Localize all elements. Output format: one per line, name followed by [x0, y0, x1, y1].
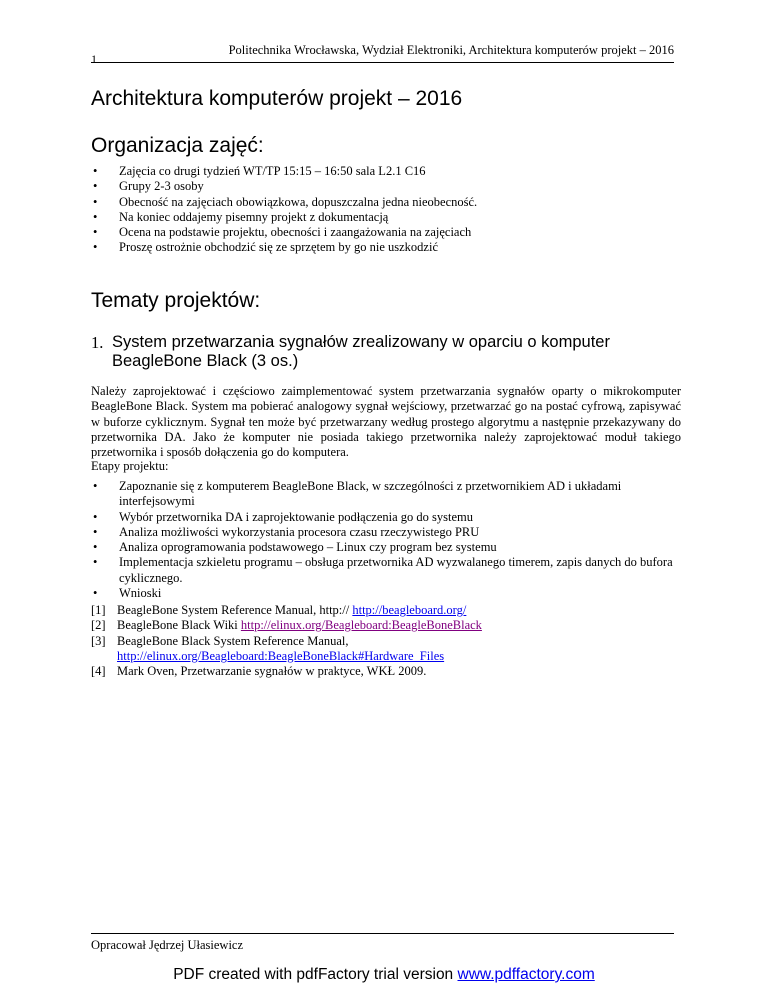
list-item: • Proszę ostrożnie obchodzić się ze sprzętem by go nie uszkodzić	[93, 240, 438, 255]
list-item: • Na koniec oddajemy pisemny projekt z dokumentacją	[93, 209, 389, 224]
etapy-list	[91, 479, 681, 601]
bullet-icon: •	[93, 164, 98, 178]
reference-text: Mark Oven, Przetwarzanie sygnałów w praktyce, WKŁ 2009.	[117, 664, 427, 679]
bullet-icon: •	[93, 479, 98, 493]
bullet-icon: •	[93, 225, 98, 240]
reference-number: [1]	[91, 603, 106, 617]
reference-item	[91, 664, 681, 679]
reference-text: BeagleBone Black Wiki	[117, 618, 241, 633]
page-footer: Opracował Jędrzej Ułasiewicz	[91, 938, 244, 952]
pdf-banner-text: PDF created with pdfFactory trial version	[173, 966, 458, 983]
bullet-icon: •	[93, 509, 98, 524]
bullet-icon: •	[93, 586, 98, 601]
reference-number: [4]	[91, 664, 106, 679]
project-description: Należy zaprojektować i częściowo zaimplementować system przetwarzania sygnałów oparty o mikrokomputer BeagleBone Black. System ma pobierać analogowy sygnał wejściowy, przetwarzać go na postać cyfrową, zapisywać w buforze cyklicznym. Sygnał ten może być przetwarzany według prostego algorytmu a następnie przekazywany do przetwornika DA. Jako że komputer nie posiada takiego przetwornika należy zaprojektować moduł takiego przetwornika i sposób dołączenia go do komputera.	[91, 384, 681, 460]
reference-link[interactable]: http://elinux.org/Beagleboard:BeagleBoneBlack	[240, 618, 482, 633]
bullet-icon: •	[93, 240, 98, 255]
header-text: Politechnika Wrocławska, Wydział Elektroniki, Architektura komputerów projekt – 2016	[228, 43, 674, 57]
bullet-icon: •	[93, 540, 98, 555]
project-number: 1.	[91, 333, 104, 352]
reference-item	[91, 603, 681, 618]
pdf-banner-link[interactable]: www.pdffactory.com	[457, 966, 595, 983]
list-item: • Grupy 2-3 osoby	[93, 179, 204, 194]
reference-text: BeagleBone Black System Reference Manual,	[117, 633, 349, 648]
list-item: • Zapoznanie się z komputerem BeagleBone Black, w szczególności z przetwornikiem AD i układami interfejsowymi	[93, 479, 622, 509]
reference-item	[91, 634, 681, 665]
header-rule	[91, 62, 674, 63]
page-header	[91, 42, 674, 66]
list-item: • Analiza możliwości wykorzystania procesora czasu rzeczywistego PRU	[93, 524, 480, 539]
list-item: • Obecność na zajęciach obowiązkowa, dopuszczalna jedna nieobecność.	[93, 194, 478, 209]
reference-number: [3]	[91, 633, 106, 648]
bullet-icon: •	[93, 179, 98, 194]
reference-number: [2]	[91, 618, 106, 633]
reference-link[interactable]: http://elinux.org/Beagleboard:BeagleBoneBlack#Hardware_Files	[117, 648, 445, 663]
list-item: • Analiza oprogramowania podstawowego – Linux czy program bez systemu	[93, 540, 497, 555]
bullet-icon: •	[93, 555, 98, 570]
document-title: Architektura komputerów projekt – 2016	[91, 87, 463, 110]
bullet-icon: •	[93, 209, 98, 224]
page-number: 1	[91, 52, 97, 66]
bullet-icon: •	[93, 194, 98, 209]
etapy-label: Etapy projektu:	[91, 459, 169, 473]
organizacja-heading: Organizacja zajęć:	[91, 134, 264, 157]
list-item: • Ocena na podstawie projektu, obecności i zaangażowania na zajęciach	[93, 225, 472, 240]
references-list	[91, 603, 681, 679]
list-item: • Implementacja szkieletu programu – obsługa przetwornika AD wyzwalanego timerem, zapis danych do bufora cyklicznego.	[93, 555, 673, 585]
tematy-heading: Tematy projektów:	[91, 289, 261, 312]
bullet-icon: •	[93, 524, 98, 539]
list-item: • Zajęcia co drugi tydzień WT/TP 15:15 – 16:50 sala L2.1 C16	[93, 164, 426, 178]
list-item: • Wybór przetwornika DA i zaprojektowanie podłączenia go do systemu	[93, 509, 473, 524]
list-item: • Wnioski	[93, 586, 162, 601]
reference-link[interactable]: http://beagleboard.org/	[352, 603, 467, 617]
project-title-text: System przetwarzania sygnałów zrealizowany w oparciu o komputer BeagleBone Black (3 os.)	[112, 333, 610, 370]
pdf-banner	[0, 966, 768, 984]
reference-text: BeagleBone System Reference Manual, http://	[117, 603, 353, 617]
reference-item	[91, 618, 681, 633]
project-title	[91, 333, 691, 371]
organizacja-list	[91, 164, 651, 256]
footer-rule	[91, 933, 674, 934]
